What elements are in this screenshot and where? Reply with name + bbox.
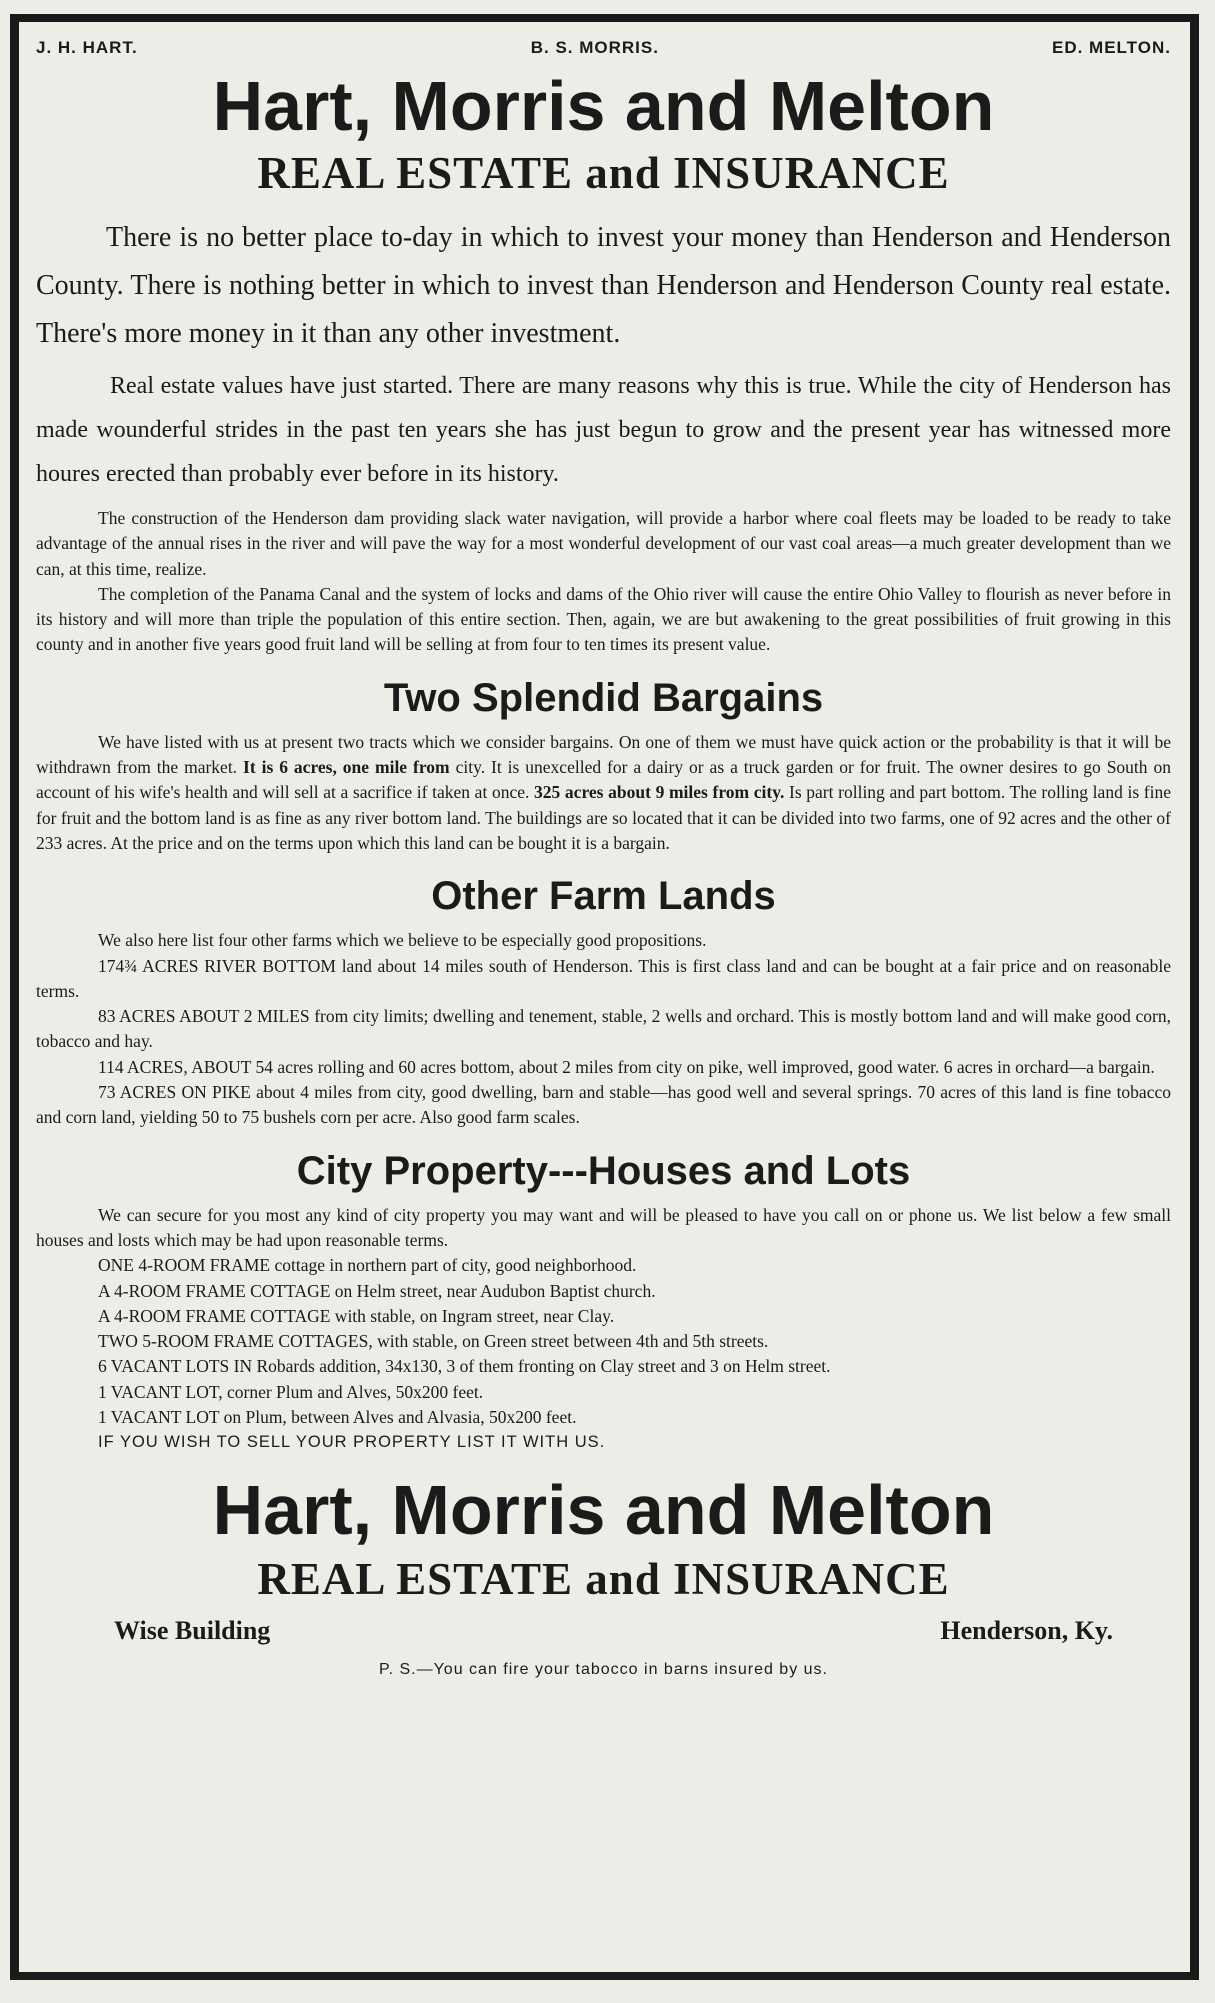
bargains-text-a: We have listed with us at present two tracts which we consider bargains. On one of them we must have quick action or the probability is that it will be withdrawn from the market. [36,731,1171,778]
partner-names [36,38,1171,64]
city-name: Henderson, Ky. [940,1616,1113,1646]
bargains-paragraph [36,730,1171,856]
sell-property-notice: IF YOU WISH TO SELL YOUR PROPERTY LIST IT WITH US. [98,1433,606,1452]
farm-listing: 174¾ ACRES RIVER BOTTOM land about 14 miles south of Henderson. This is first class land and can be bought at a fair price and on reasonable terms. [36,955,1171,1001]
firm-name-heading: Hart, Morris and Melton [212,67,995,145]
city-property-title: City Property---Houses and Lots [296,1148,911,1193]
footer-business: REAL ESTATE and INSURANCE [257,1554,950,1605]
partner-morris: B. S. MORRIS. [530,38,659,57]
building-name: Wise Building [114,1616,271,1646]
dam-paragraph: The construction of the Henderson dam providing slack water navigation, will provide a harbor where coal fleets may be loaded to be ready to take advantage of the annual rises in the river and will pave the way for a most wonderful development of our vast coal areas—a much greater development than we can, at this time, realize. [36,508,1171,579]
bargains-title: Two Splendid Bargains [383,675,824,720]
city-listing: 1 VACANT LOT, corner Plum and Alves, 50x200 feet. [98,1381,484,1402]
values-paragraph: Real estate values have just started. There are many reasons why this is true. While the city of Henderson has made wounderful strides in the past ten years she has just begun to grow and the present year has witnessed more houres erected than probably ever before in its history. [36,373,1171,487]
city-listing: A 4-ROOM FRAME COTTAGE on Helm street, near Audubon Baptist church. [98,1280,656,1301]
farms-intro: We also here list four other farms which we believe to be especially good propositions. [98,930,707,951]
farm-listing: 73 ACRES ON PIKE about 4 miles from city, good dwelling, barn and stable—has good well and several springs. 70 acres of this land is fine tobacco and corn land, yielding 50 to 75 bushels corn per acre. Also good farm scales. [36,1082,1171,1128]
city-listing: A 4-ROOM FRAME COTTAGE with stable, on Ingram street, near Clay. [98,1305,615,1326]
bargains-text-c: Is part rolling and part bottom. The rolling land is fine for fruit and the bottom land is as fine as any river bottom land. The buildings are so located that it can be divided into two farms, one of 92 acres and the other of 233 acres. At the price and on the terms upon which this land can be bought it is a bargain. [36,782,1171,853]
city-listing: 1 VACANT LOT on Plum, between Alves and Alvasia, 50x200 feet. [98,1407,577,1428]
bargains-six-acres: It is 6 acres, one mile from [243,757,450,778]
city-listing: 6 VACANT LOTS IN Robards addition, 34x130, 3 of them fronting on Clay street and 3 on Helm street. [98,1356,831,1377]
canal-paragraph: The completion of the Panama Canal and the system of locks and dams of the Ohio river will cause the entire Ohio Valley to flourish as never before in its history and will more than triple the population of this entire section. Then, again, we are but awakening to the great possibilities of fruit growing in this county and in another five years good fruit land will be selling at from four to ten times its present value. [36,583,1171,655]
city-listing: ONE 4-ROOM FRAME cottage in northern part of city, good neighborhood. [98,1255,637,1276]
footer-address [36,1613,1171,1649]
bargains-325-acres: 325 acres about 9 miles from city. [534,782,785,803]
city-property-intro: We can secure for you most any kind of city property you may want and will be pleased to have you call on or phone us. We list below a few small houses and losts which may be had upon reasonable terms. [36,1204,1171,1250]
city-listing: TWO 5-ROOM FRAME COTTAGES, with stable, on Green street between 4th and 5th streets. [98,1331,769,1352]
lead-paragraph: There is no better place to-day in which to invest your money than Henderson and Henderson County. There is nothing better in which to invest than Henderson and Henderson County real estate. There's more money in it than any other investment. [36,222,1171,349]
partner-hart: J. H. HART. [36,38,138,57]
farms-title: Other Farm Lands [431,874,776,919]
farm-listing: 83 ACRES ABOUT 2 MILES from city limits; dwelling and tenement, stable, 2 wells and orchard. This is mostly bottom land and will make good corn, tobacco and hay. [36,1006,1171,1052]
farm-listing: 114 ACRES, ABOUT 54 acres rolling and 60 acres bottom, about 2 miles from city on pike, well improved, good water. 6 acres in orchard—a bargain. [98,1056,1155,1077]
postscript: P. S.—You can fire your tabocco in barns insured by us. [378,1661,828,1679]
business-subheading: REAL ESTATE and INSURANCE [257,148,950,198]
footer-firm-name: Hart, Morris and Melton [212,1471,995,1550]
bargains-text-b: city. It is unexcelled for a dairy or as a truck garden or for fruit. The owner desires to go South on account of his wife's health and will sell at a sacrifice if taken at once. [36,757,1171,803]
advertisement-content [36,38,1171,1679]
partner-melton: ED. MELTON. [1051,38,1171,57]
